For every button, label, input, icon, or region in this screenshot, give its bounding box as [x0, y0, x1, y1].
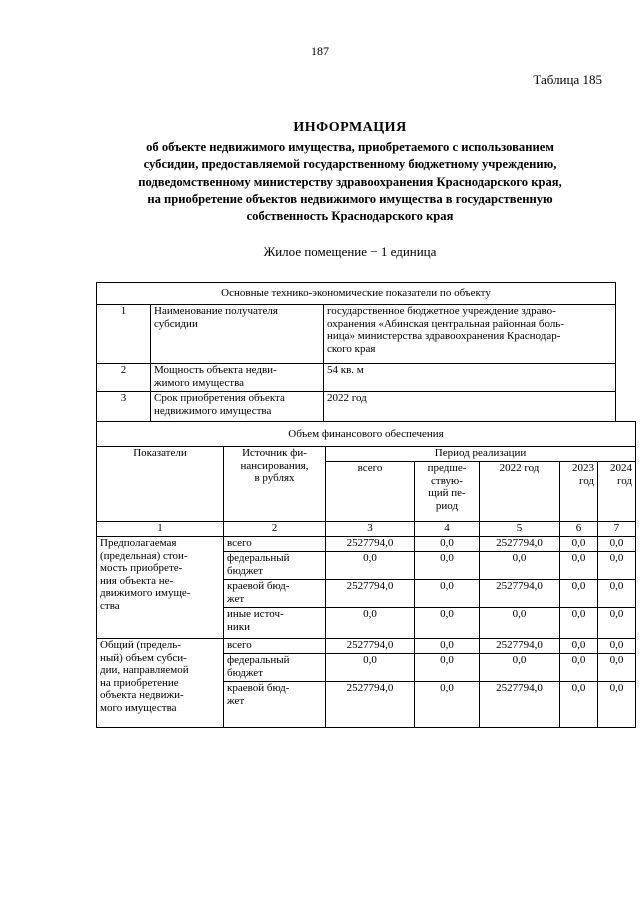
source-cell: всего — [224, 639, 326, 654]
indicator-value: 2022 год — [324, 392, 616, 422]
table-row — [97, 364, 616, 392]
value-cell: 0,0 — [415, 537, 480, 552]
indicators-header: Основные технико-экономические показатели по объекту — [97, 283, 616, 305]
indicator-label: Мощность объекта недви- жимого имущества — [151, 364, 324, 392]
value-cell: 0,0 — [480, 608, 560, 639]
column-number: 2 — [224, 522, 326, 537]
indicator-label: Срок приобретения объекта недвижимого имущества — [151, 392, 324, 422]
col-indicators-header: Показатели — [97, 447, 224, 522]
subtitle-line: субсидии, предоставляемой государственному бюджетному учреждению, — [143, 157, 557, 172]
value-cell: 0,0 — [560, 654, 598, 682]
column-number-row — [97, 522, 636, 537]
document-subtitle — [60, 139, 640, 225]
row-number: 2 — [97, 364, 151, 392]
finance-header: Объем финансового обеспечения — [97, 422, 636, 447]
col-2022-header: 2022 год — [480, 462, 560, 522]
source-cell: краевой бюд- жет — [224, 580, 326, 608]
column-number: 6 — [560, 522, 598, 537]
column-number: 1 — [97, 522, 224, 537]
value-cell: 0,0 — [598, 639, 636, 654]
value-cell: 0,0 — [415, 654, 480, 682]
value-cell: 0,0 — [598, 580, 636, 608]
col-source-header: Источник фи- нансирования, в рублях — [224, 447, 326, 522]
source-cell: иные источ- ники — [224, 608, 326, 639]
value-cell: 0,0 — [560, 537, 598, 552]
row-number: 3 — [97, 392, 151, 422]
group-label: Предполагаемая (предельная) стои- мость приобрете- ния объекта не- движимого имуще- ства — [97, 537, 224, 639]
column-number: 4 — [415, 522, 480, 537]
table-row — [97, 639, 636, 654]
source-cell: федеральный бюджет — [224, 654, 326, 682]
value-cell: 0,0 — [560, 639, 598, 654]
value-cell: 0,0 — [480, 654, 560, 682]
value-cell: 2527794,0 — [326, 682, 415, 728]
col-2024-header: 2024 год — [598, 462, 636, 522]
value-cell: 0,0 — [415, 682, 480, 728]
value-cell: 0,0 — [560, 552, 598, 580]
value-cell: 2527794,0 — [480, 537, 560, 552]
value-cell: 2527794,0 — [326, 580, 415, 608]
source-cell: краевой бюд- жет — [224, 682, 326, 728]
value-cell: 0,0 — [480, 552, 560, 580]
value-cell: 0,0 — [326, 608, 415, 639]
value-cell: 0,0 — [560, 580, 598, 608]
finance-table — [96, 421, 636, 728]
value-cell: 0,0 — [598, 552, 636, 580]
subtitle-line: на приобретение объектов недвижимого имущества в государственную — [147, 191, 553, 206]
col-prev-period-header: предше- ствую- щий пе- риод — [415, 462, 480, 522]
object-description: Жилое помещение − 1 единица — [263, 244, 437, 259]
value-cell: 0,0 — [560, 608, 598, 639]
source-cell: всего — [224, 537, 326, 552]
table-row — [97, 392, 616, 422]
value-cell: 0,0 — [598, 654, 636, 682]
value-cell: 0,0 — [415, 608, 480, 639]
col-total-header: всего — [326, 462, 415, 522]
value-cell: 2527794,0 — [480, 682, 560, 728]
source-cell: федеральный бюджет — [224, 552, 326, 580]
value-cell: 0,0 — [598, 682, 636, 728]
value-cell: 2527794,0 — [326, 537, 415, 552]
value-cell: 2527794,0 — [480, 639, 560, 654]
table-number: Таблица 185 — [533, 72, 602, 87]
document-title: ИНФОРМАЦИЯ — [293, 120, 407, 135]
value-cell: 0,0 — [415, 552, 480, 580]
value-cell: 0,0 — [415, 580, 480, 608]
subtitle-line: об объекте недвижимого имущества, приобретаемого с использованием — [146, 140, 554, 154]
page-number: 187 — [311, 44, 329, 58]
value-cell: 0,0 — [415, 639, 480, 654]
value-cell: 0,0 — [560, 682, 598, 728]
value-cell: 0,0 — [326, 654, 415, 682]
subtitle-line: собственность Краснодарского края — [246, 209, 454, 224]
row-number: 1 — [97, 305, 151, 364]
indicator-label: Наименование получателя субсидии — [151, 305, 324, 364]
period-header: Период реализации — [326, 447, 636, 462]
col-2023-header: 2023 год — [560, 462, 598, 522]
value-cell: 0,0 — [326, 552, 415, 580]
table-row — [97, 305, 616, 364]
value-cell: 0,0 — [598, 608, 636, 639]
column-number: 5 — [480, 522, 560, 537]
indicators-table — [96, 282, 616, 422]
value-cell: 2527794,0 — [326, 639, 415, 654]
value-cell: 2527794,0 — [480, 580, 560, 608]
table-row — [97, 537, 636, 552]
column-number: 3 — [326, 522, 415, 537]
column-number: 7 — [598, 522, 636, 537]
group-label: Общий (предель- ный) объем субси- дии, направляемой на приобретение объекта недвижи- мого имущества — [97, 639, 224, 728]
value-cell: 0,0 — [598, 537, 636, 552]
indicator-value: 54 кв. м — [324, 364, 616, 392]
subtitle-line: подведомственному министерству здравоохранения Краснодарского края, — [138, 174, 562, 189]
indicator-value: государственное бюджетное учреждение здраво- охранения «Абинская центральная районная боль- ница» министерства здравоохранения Краснодар- ского края — [324, 305, 616, 364]
